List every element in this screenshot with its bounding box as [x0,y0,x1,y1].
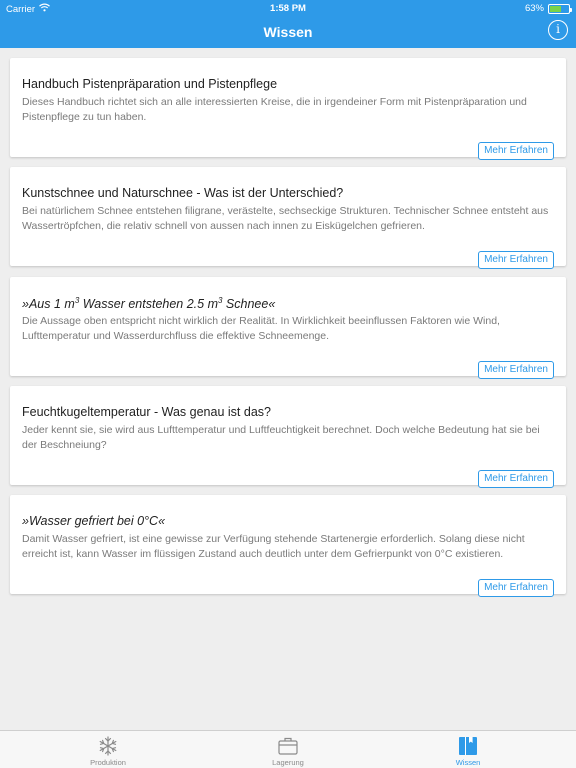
title-superscript: 3 [218,296,223,305]
header [0,0,576,48]
card-description: Bei natürlichem Schnee entstehen filigrane, verästelte, sechseckige Strukturen. Technischer Schnee entsteht aus Wassertröpfchen, die relativ schnell von aussen nach innen zu Eiskügelchen gefrieren. [22,205,549,232]
card-description: Damit Wasser gefriert, ist eine gewisse zur Verfügung stehende Startenergie erforderlich. Solang diese nicht erreicht ist, kann Wasser im flüssigen Zustand auch deutlich unter dem Gefrierpunkt von 0°C existieren. [22,533,525,560]
status-time: 1:58 PM [270,3,306,14]
carrier-label: Carrier [6,3,36,15]
mehr-erfahren-button[interactable]: Mehr Erfahren [478,142,554,160]
card-wasser-gefriert[interactable] [10,495,566,594]
title-part: »Aus 1 m [22,297,75,312]
tab-wissen[interactable] [372,731,564,768]
status-bar [0,0,576,18]
card-description: Dieses Handbuch richtet sich an alle interessierten Kreise, die in irgendeiner Form mit Pistenpräparation und Pistenpflege zu tun haben. [22,96,527,123]
card-wasser-schnee[interactable] [10,277,566,376]
tab-label: Produktion [90,758,126,767]
suitcase-icon [278,736,298,756]
status-right [525,3,570,14]
card-kunstschnee[interactable] [10,167,566,266]
card-title: Feuchtkugeltemperatur - Was genau ist das? [22,405,271,419]
info-icon[interactable]: i [548,20,568,40]
snowflake-icon [98,736,118,756]
card-description: Jeder kennt sie, sie wird aus Lufttemperatur und Luftfeuchtigkeit berechnet. Doch welche Bedeutung hat sie bei der Beschneiung? [22,424,540,451]
tab-bar [0,730,576,768]
tab-lagerung[interactable] [192,731,384,768]
battery-percent: 63% [524,3,544,14]
card-title: Kunstschnee und Naturschnee - Was ist der Unterschied? [22,186,344,200]
card-title: Handbuch Pistenpräparation und Pistenpflege [22,77,278,91]
card-handbuch[interactable] [10,58,566,157]
mehr-erfahren-button[interactable]: Mehr Erfahren [478,251,554,269]
tab-label: Lagerung [272,758,304,767]
tab-label: Wissen [455,758,481,767]
title-superscript: 3 [74,296,80,305]
page-title: Wissen [263,24,313,40]
mehr-erfahren-button[interactable]: Mehr Erfahren [478,470,554,488]
tab-produktion[interactable] [12,731,204,768]
card-feuchtkugeltemperatur[interactable] [10,386,566,485]
battery-fill [550,6,561,12]
book-icon [458,736,478,756]
battery-icon [548,4,570,14]
title-part: Schnee« [222,297,276,312]
card-description: Die Aussage oben entspricht nicht wirklich der Realität. In Wirklichkeit beeinflussen Faktoren wie Wind, Lufttemperatur und Wasserdurchfluss die effektive Schneemenge. [22,315,500,342]
mehr-erfahren-button[interactable]: Mehr Erfahren [478,361,554,379]
title-part: Wasser entstehen 2.5 m [79,297,218,312]
card-title: »Wasser gefriert bei 0°C« [22,514,166,528]
mehr-erfahren-button[interactable]: Mehr Erfahren [478,579,554,597]
battery-tip [570,8,572,12]
card-title [22,296,554,311]
